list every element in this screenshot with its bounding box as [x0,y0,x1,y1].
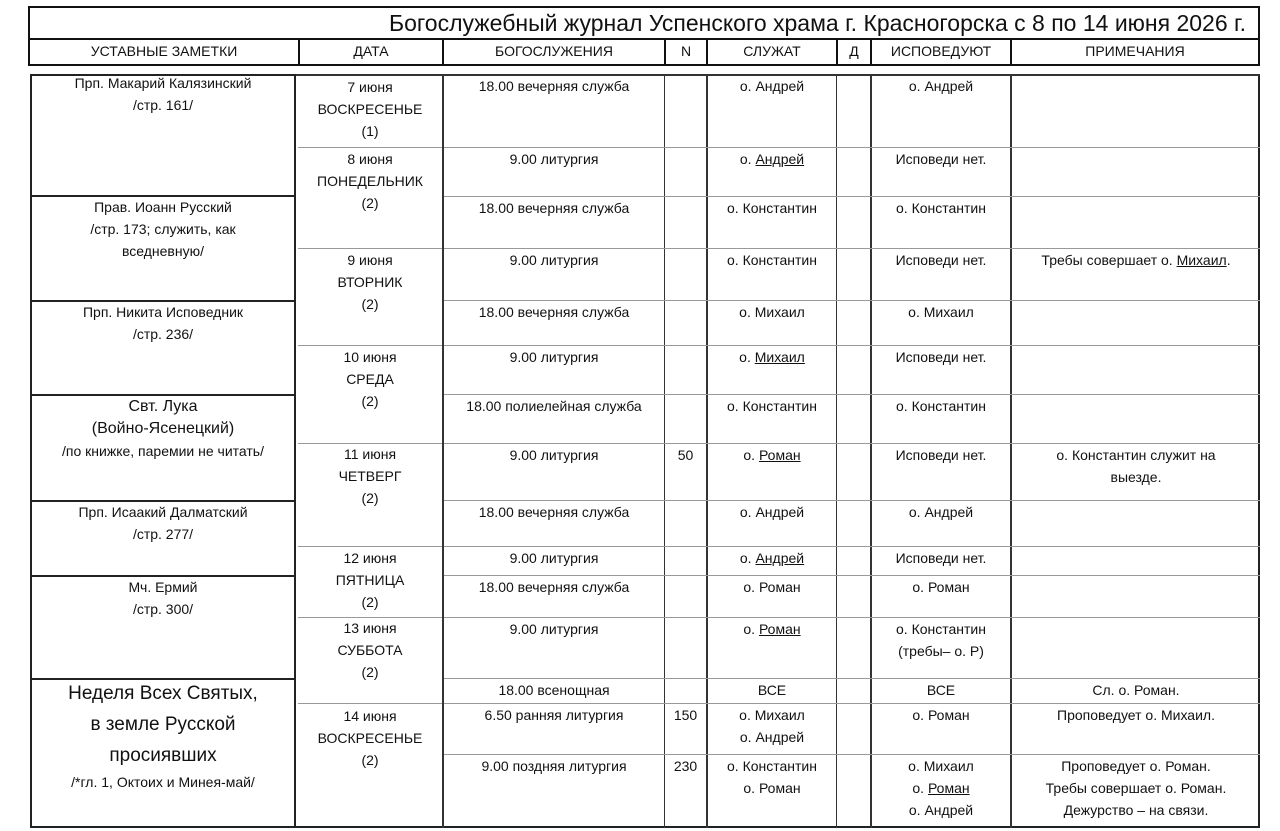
note-line: /стр. 173; служить, как [90,221,236,237]
service-line [444,547,664,569]
service-text: 18.00 вечерняя служба [478,78,630,94]
remark-line [1012,249,1260,271]
weekday-text: СРЕДА [346,371,394,387]
service-cell [444,679,664,701]
serving-line [708,148,836,170]
serving-line [708,346,836,368]
remark-text: выезде. [1110,469,1162,485]
confessing-cell [872,197,1010,219]
number-cell [665,755,706,777]
column-header-serving: СЛУЖАТ [706,38,838,66]
service-line [444,501,664,523]
serving-text: ВСЕ [757,682,787,698]
serving-text: о. Константин [727,200,817,216]
serving-line [708,777,836,799]
date-text: 10 июня [343,349,397,365]
note-line: Прп. Макарий Калязинский [74,75,252,91]
note-line: (Войно-Ясенецкий) [91,420,235,437]
column-header-services: БОГОСЛУЖЕНИЯ [442,38,666,66]
confessing-line [872,501,1010,523]
service-line [444,679,664,701]
confessing-text: о. Роман [912,707,970,723]
column-header-n: N [664,38,708,66]
remark-cell [1012,444,1260,488]
service-cell [444,249,664,271]
remark-line [1012,777,1260,799]
service-cell [444,346,664,368]
tone-text: (2) [361,752,379,768]
tone-text: (2) [361,594,379,610]
remark-cell [1012,755,1260,821]
service-cell [444,547,664,569]
note-line: вседневную/ [121,243,204,259]
note-line: Неделя Всех Святых, [68,683,258,704]
date-text: 9 июня [347,252,393,268]
service-line [444,618,664,640]
serving-cell [708,148,836,170]
serving-text: о. [739,151,756,167]
serving-cell [708,547,836,569]
tone-text: (1) [361,123,379,139]
remark-line [1012,466,1260,488]
confessing-text: о. Андрей [908,504,974,520]
service-cell [444,576,664,598]
confessing-cell [872,618,1010,662]
remark-line [1012,755,1260,777]
confessing-cell [872,75,1010,97]
date-block [298,443,442,509]
serving-text: о. Константин [727,252,817,268]
service-text: 9.00 литургия [509,447,599,463]
service-text: 9.00 поздняя литургия [481,758,627,774]
confessing-line [872,249,1010,271]
page-title: Богослужебный журнал Успенского храма г. Красногорска с 8 по 14 июня 2026 г. [28,6,1260,40]
serving-cell [708,576,836,598]
confessing-cell [872,301,1010,323]
confessing-text: о. Константин [896,200,986,216]
serving-line [708,576,836,598]
confessing-cell [872,148,1010,170]
note-4 [30,396,296,462]
confessing-line [872,75,1010,97]
date-block [298,346,442,412]
service-text: 18.00 вечерняя служба [478,579,630,595]
serving-cell [708,618,836,640]
service-text: 9.00 литургия [509,151,599,167]
weekday-text: ВОСКРЕСЕНЬЕ [317,101,423,117]
remark-line [1012,799,1260,821]
weekday-text: ВОСКРЕСЕНЬЕ [317,730,423,746]
note-3 [30,301,296,345]
confessing-cell [872,501,1010,523]
serving-cell [708,755,836,799]
note-line: /*гл. 1, Октоих и Минея-май/ [71,774,255,790]
serving-line [708,197,836,219]
note-line: Прп. Никита Исповедник [82,304,244,320]
service-cell [444,395,664,417]
serving-cell [708,301,836,323]
serving-text: о. Андрей [739,504,805,520]
service-text: 18.00 вечерняя служба [478,504,630,520]
service-line [444,576,664,598]
serving-text: Михаил [754,349,805,365]
note-line: просиявших [109,745,217,766]
number-cell [665,444,706,466]
confessing-text: о. Константин [896,398,986,414]
confessing-line [872,148,1010,170]
weekday-text: СУББОТА [337,642,403,658]
note-1 [30,72,296,116]
remark-cell [1012,704,1260,726]
confessing-cell [872,346,1010,368]
confessing-text: о. Андрей [908,78,974,94]
service-text: 18.00 вечерняя служба [478,304,630,320]
number-line [665,704,706,726]
remark-text: Проповедует о. Роман. [1061,758,1211,774]
service-line [444,249,664,271]
serving-text: о. [739,550,756,566]
serving-line [708,249,836,271]
date-block [298,76,442,142]
confessing-text: (требы– о. Р) [898,643,984,659]
confessing-line [872,679,1010,701]
remark-text: Требы совершает о. Роман. [1045,780,1227,796]
note-2 [30,196,296,262]
service-text: 18.00 всенощная [498,682,610,698]
serving-text: о. [739,349,755,365]
remark-text: Требы совершает о. [1041,252,1177,268]
weekday-text: ЧЕТВЕРГ [338,468,402,484]
number-text: 50 [677,447,694,463]
serving-line [708,679,836,701]
date-text: 13 июня [343,620,397,636]
serving-text: о. Андрей [739,78,805,94]
serving-text: Андрей [755,550,805,566]
confessing-cell [872,704,1010,726]
confessing-text: Исповеди нет. [895,349,987,365]
service-line [444,346,664,368]
serving-line [708,501,836,523]
confessing-line [872,301,1010,323]
serving-line [708,755,836,777]
serving-cell [708,501,836,523]
date-text: 14 июня [343,708,397,724]
service-line [444,301,664,323]
service-line [444,755,664,777]
column-header-date: ДАТА [298,38,444,66]
confessing-cell [872,395,1010,417]
date-block [298,148,442,214]
confessing-text: Исповеди нет. [895,447,987,463]
confessing-text: о. Андрей [908,802,974,818]
remark-text: Сл. о. Роман. [1092,682,1180,698]
service-cell [444,148,664,170]
column-header-remarks: ПРИМЕЧАНИЯ [1010,38,1260,66]
confessing-text: о. Роман [912,579,970,595]
remark-text: Проповедует о. Михаил. [1057,707,1215,723]
note-line: Мч. Ермий [128,579,198,595]
tone-text: (2) [361,195,379,211]
remark-text: . [1226,252,1231,268]
serving-cell [708,249,836,271]
date-block [298,617,442,683]
confessing-cell [872,755,1010,821]
confessing-line [872,777,1010,799]
confessing-line [872,799,1010,821]
date-text: 7 июня [347,79,393,95]
confessing-line [872,755,1010,777]
tone-text: (2) [361,296,379,312]
tone-text: (2) [361,490,379,506]
note-5 [30,501,296,545]
column-header-notes: УСТАВНЫЕ ЗАМЕТКИ [28,38,300,66]
remark-line [1012,444,1260,466]
note-7 [30,678,296,793]
serving-text: о. Константин [727,398,817,414]
service-line [444,444,664,466]
remark-line [1012,704,1260,726]
serving-text: о. Михаил [739,707,805,723]
confessing-cell [872,679,1010,701]
confessing-text: Роман [927,780,970,796]
number-cell [665,704,706,726]
confessing-cell [872,249,1010,271]
confessing-line [872,444,1010,466]
weekday-text: ПОНЕДЕЛЬНИК [317,173,423,189]
confessing-line [872,704,1010,726]
confessing-line [872,618,1010,640]
serving-line [708,444,836,466]
confessing-text: о. Константин [896,621,986,637]
confessing-cell [872,547,1010,569]
service-text: 18.00 полиелейная служба [466,398,642,414]
serving-line [708,547,836,569]
number-text: 150 [673,707,698,723]
confessing-line [872,395,1010,417]
serving-cell [708,75,836,97]
date-text: 12 июня [343,550,397,566]
serving-text: о. Роман [743,780,801,796]
confessing-text: о. Михаил [908,304,974,320]
note-line: /по книжке, паремии не читать/ [62,443,264,459]
number-line [665,444,706,466]
note-line: /стр. 300/ [132,601,194,617]
date-block [298,547,442,613]
serving-line [708,618,836,640]
note-line: /стр. 277/ [132,526,194,542]
service-line [444,75,664,97]
service-text: 18.00 вечерняя служба [478,200,630,216]
serving-line [708,704,836,726]
note-line: Свт. Лука [128,398,198,415]
confessing-line [872,640,1010,662]
remark-cell [1012,679,1260,701]
service-cell [444,75,664,97]
serving-text: Роман [758,447,801,463]
remark-text: о. Константин служит на [1056,447,1216,463]
serving-line [708,301,836,323]
serving-text: о. Михаил [739,304,805,320]
service-text: 9.00 литургия [509,550,599,566]
serving-text: о. [743,621,759,637]
service-cell [444,704,664,726]
note-line: Прп. Исаакий Далматский [78,504,248,520]
tone-text: (2) [361,393,379,409]
remark-line [1012,679,1260,701]
serving-line [708,395,836,417]
serving-cell [708,197,836,219]
service-text: 6.50 ранняя литургия [484,707,624,723]
tone-text: (2) [361,664,379,680]
service-line [444,148,664,170]
confessing-text: о. Михаил [908,758,974,774]
note-line: /стр. 236/ [132,326,194,342]
note-line: /стр. 161/ [132,97,194,113]
service-cell [444,618,664,640]
confessing-line [872,576,1010,598]
remark-text: Дежурство – на связи. [1063,802,1209,818]
confessing-line [872,346,1010,368]
date-text: 8 июня [347,151,393,167]
service-text: 9.00 литургия [509,349,599,365]
note-line: Прав. Иоанн Русский [94,199,232,215]
serving-cell [708,704,836,748]
serving-cell [708,346,836,368]
confessing-line [872,197,1010,219]
serving-cell [708,395,836,417]
confessing-text: Исповеди нет. [895,550,987,566]
serving-text: о. [743,447,759,463]
serving-line [708,726,836,748]
service-cell [444,444,664,466]
remark-text: Михаил [1176,252,1227,268]
serving-text: Андрей [755,151,805,167]
confessing-text: о. [912,780,928,796]
date-block [298,705,442,771]
serving-cell [708,679,836,701]
confessing-cell [872,444,1010,466]
service-line [444,197,664,219]
note-6 [30,576,296,620]
note-line: в земле Русской [90,714,236,735]
service-cell [444,197,664,219]
number-line [665,755,706,777]
confessing-line [872,547,1010,569]
serving-text: о. Константин [727,758,817,774]
service-cell [444,755,664,777]
service-line [444,395,664,417]
service-line [444,704,664,726]
serving-cell [708,444,836,466]
confessing-text: Исповеди нет. [895,252,987,268]
serving-text: Роман [758,621,801,637]
column-header-d: Д [836,38,872,66]
number-text: 230 [673,758,698,774]
service-cell [444,301,664,323]
confessing-cell [872,576,1010,598]
remark-cell [1012,249,1260,271]
weekday-text: ПЯТНИЦА [335,572,405,588]
date-block [298,249,442,315]
confessing-text: ВСЕ [926,682,956,698]
date-text: 11 июня [343,446,397,462]
confessing-text: Исповеди нет. [895,151,987,167]
column-header-confessing: ИСПОВЕДУЮТ [870,38,1012,66]
weekday-text: ВТОРНИК [337,274,403,290]
serving-text: о. Андрей [739,729,805,745]
service-cell [444,501,664,523]
serving-line [708,75,836,97]
service-text: 9.00 литургия [509,621,599,637]
service-text: 9.00 литургия [509,252,599,268]
serving-text: о. Роман [743,579,801,595]
